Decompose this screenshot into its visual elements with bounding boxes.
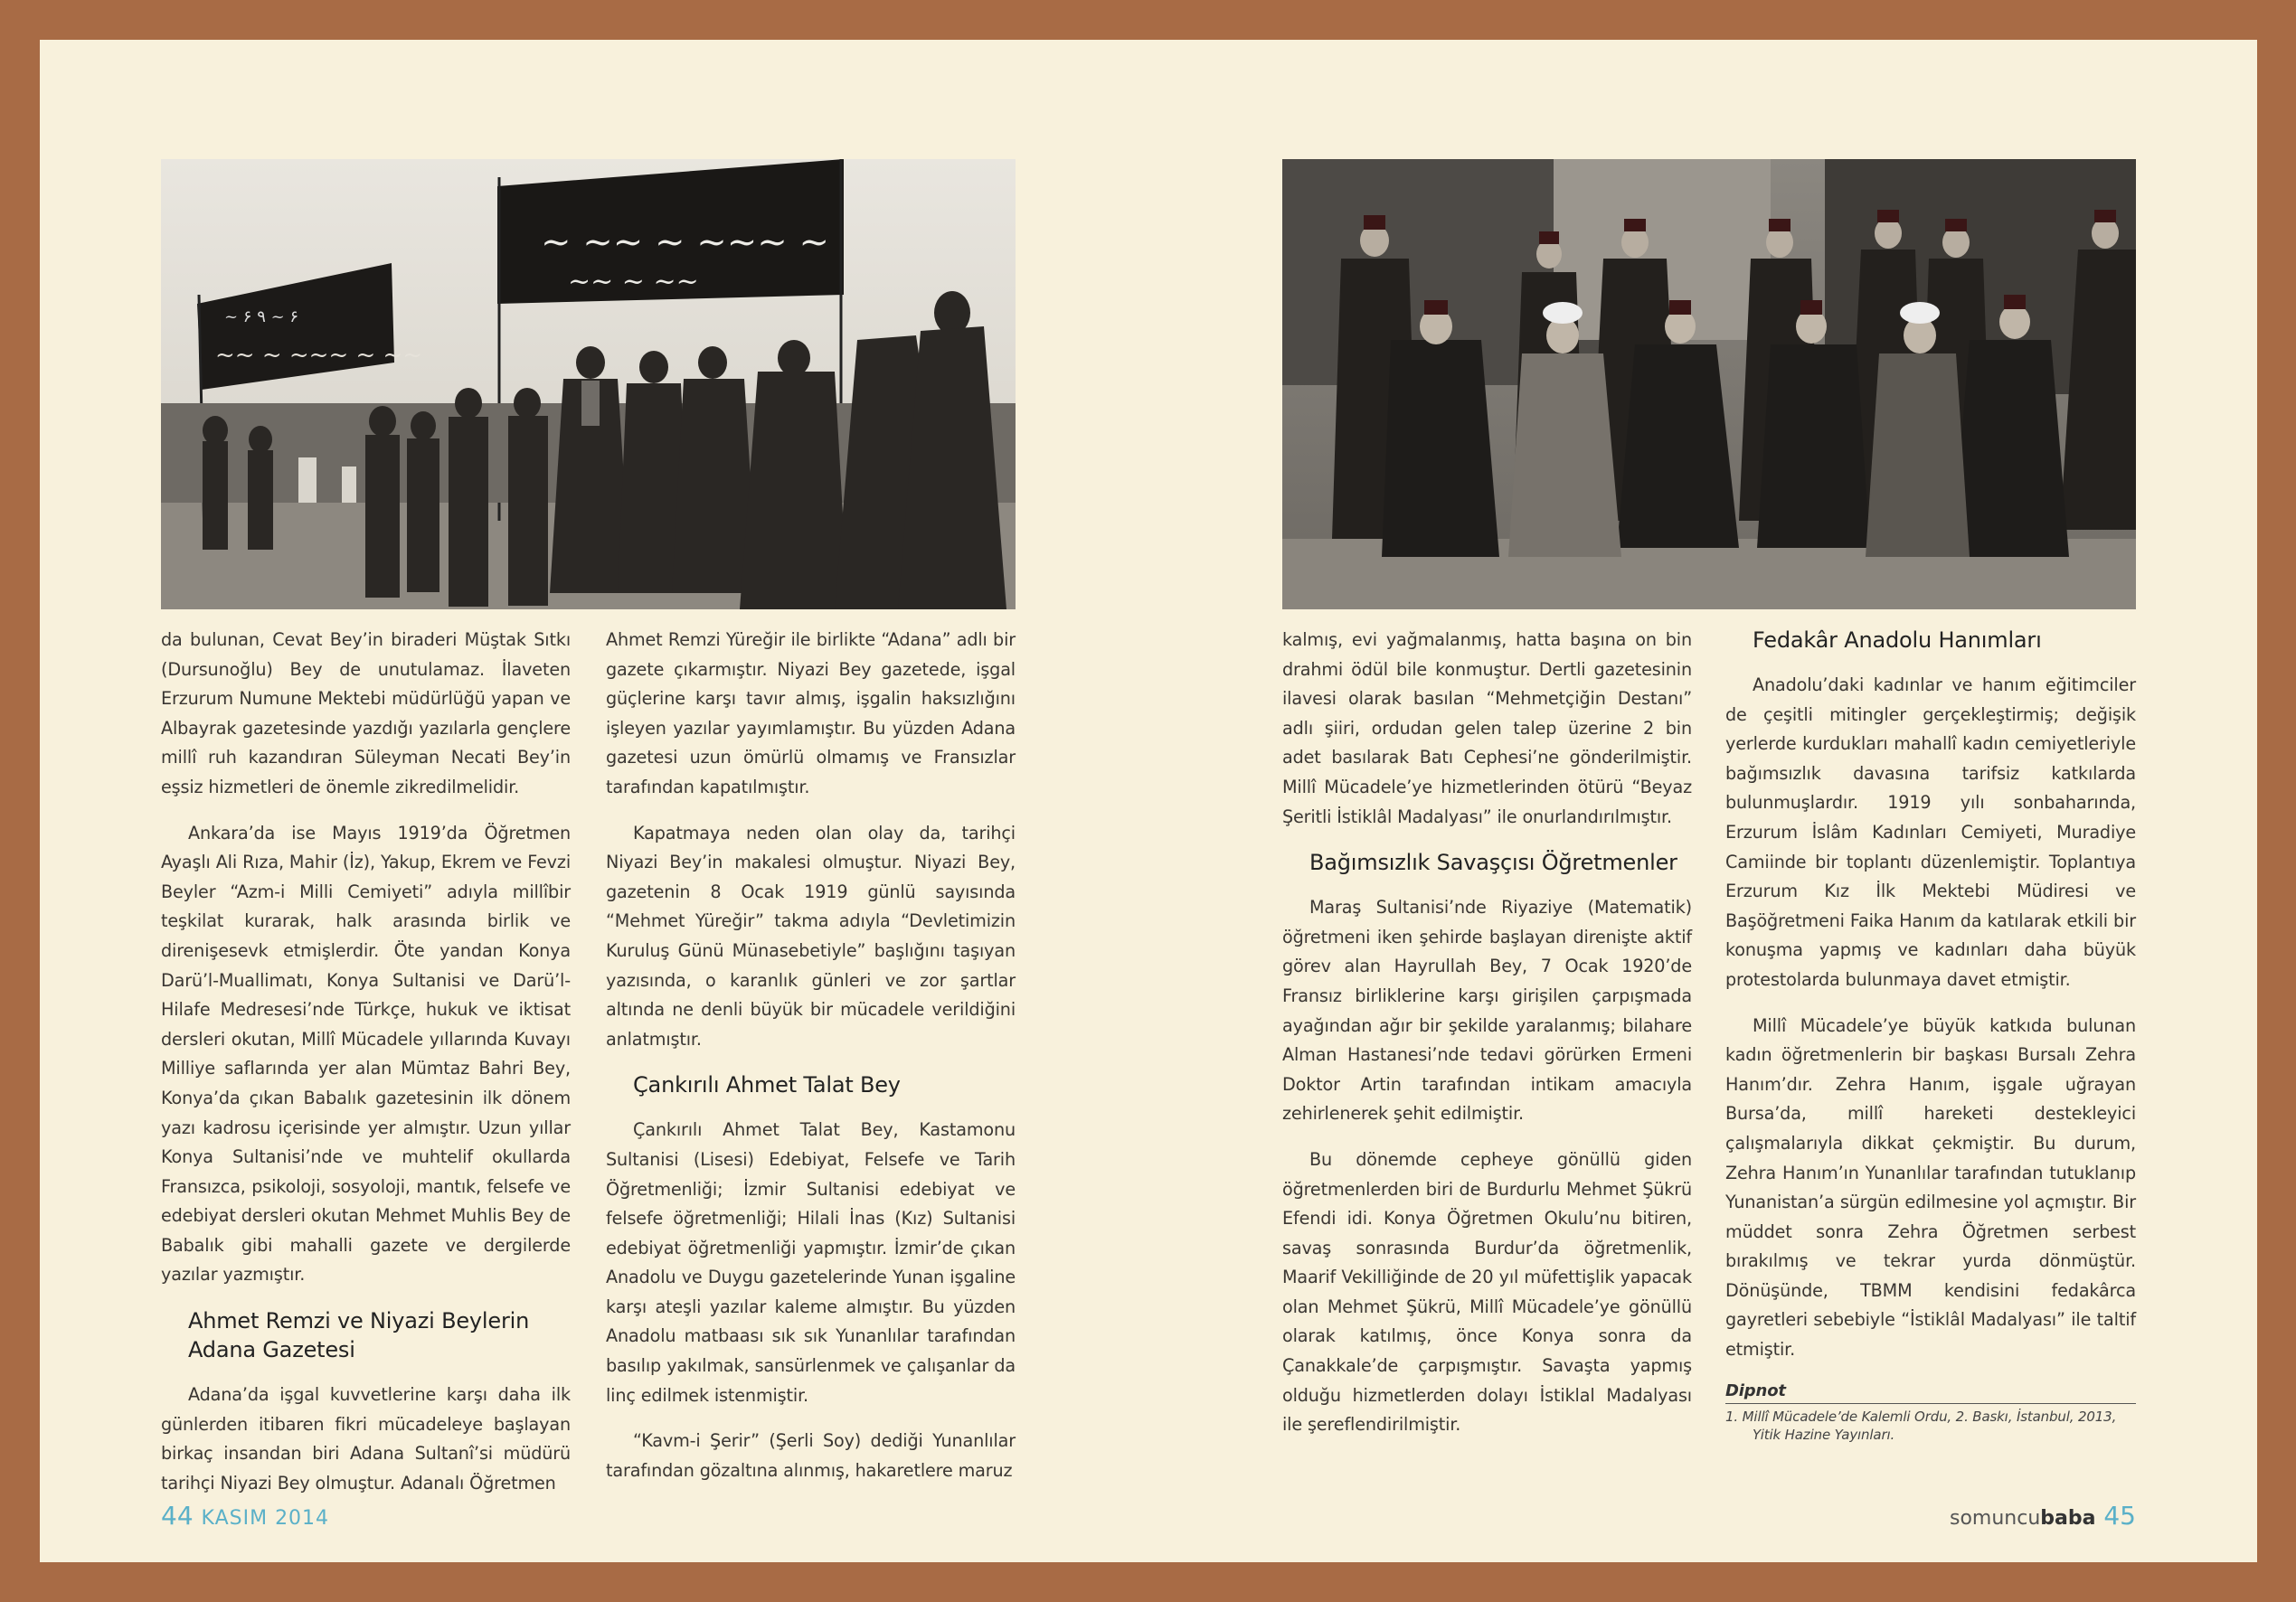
paragraph: Kapatmaya neden olan olay da, tarihçi Niyazi Bey’in makalesi olmuştur. Niyazi Bey, gazetenin 8 Ocak 1919 günlü sayısında “Mehmet Yüreğir” takma adıyla “Devletimizin Kuruluş Günü Münasebetiyle” başlığını taşıyan yazısında, o karanlık günleri ve zor şartlar altında ne denli büyük bir mücadele verildiğini anlatmıştır. xyxy=(606,822,1016,1050)
protest-photo xyxy=(161,159,1016,609)
right-folio xyxy=(1950,1501,2136,1534)
text-column-4 xyxy=(1725,626,2136,1444)
text-column-3 xyxy=(1282,626,1692,1456)
svg-text:~~ ~ ~~: ~~ ~ ~~ xyxy=(568,266,699,297)
section-heading: Ahmet Remzi ve Niyazi Beylerin Adana Gazetesi xyxy=(188,1308,530,1363)
svg-text:~ ~~ ~ ~~~ ~: ~ ~~ ~ ~~~ ~ xyxy=(541,221,829,263)
section-heading: Bağımsızlık Savaşçısı Öğretmenler xyxy=(1309,850,1677,876)
text-column-1 xyxy=(161,626,571,1514)
page-number: 45 xyxy=(2103,1501,2136,1531)
magazine-logo: somuncubaba xyxy=(1949,1507,2096,1530)
paragraph: Ahmet Remzi Yüreğir ile birlikte “Adana” adlı bir gazete çıkarmıştır. Niyazi Bey gazetede, işgal güçlerine karşı tavır almış, işgalin haksızlığını işleyen yazılar yayımlamıştır. Bu yüzden Adana gazetesi uzun ömürlü olmamış ve Fransızlar tarafından kapatılmıştır. xyxy=(606,629,1016,797)
footnote xyxy=(1725,1381,2136,1444)
footnote-title: Dipnot xyxy=(1725,1381,2136,1404)
paragraph: kalmış, evi yağmalanmış, hatta başına on bin drahmi ödül bile konmuştur. Dertli gazetesinin ilavesi olarak basılan “Mehmetçiğin Destanı” adlı şiiri, ordudan gelen talep üzerine 2 bin adet basılarak Batı Cephesi’ne gönderilmiştir. Millî Mücadele’ye hizmetlerinden ötürü “Beyaz Şeritli İstiklâl Madalyası” ile onurlandırılmıştır. xyxy=(1282,629,1692,827)
left-folio xyxy=(161,1501,329,1534)
paragraph: Ankara’da ise Mayıs 1919’da Öğretmen Ayaşlı Ali Rıza, Mahir (İz), Yakup, Ekrem ve Fevzi Beyler “Azm-i Milli Cemiyeti” adıyla millîbir teşkilat kurarak, halk arasında birlik ve direnişesevk etmişlerdir. Öte yandan Konya Darü’l-Muallimatı, Konya Sultanisi ve Darü’l-Hilafe Medresesi’nde Türkçe, hukuk ve iktisat dersleri okutan, Millî Mücadele yıllarında Kuvayı Milliye saflarında yer alan Mümtaz Bahri Bey, Konya’da çıkan Babalık gazetesinin ilk dönem yazı kadrosu içerisinde yer almıştır. Uzun yıllar Konya Sultanisi’nde ve muhtelif okullarda Fransızca, psikoloji, sosyoloji, mantık, felsefe ve edebiyat dersleri okutan Mehmet Muhlis Bey de Babalık gibi mahalli gazete ve dergilerde yazılar yazmıştır. xyxy=(161,822,571,1286)
text-column-2 xyxy=(606,626,1016,1502)
section-heading: Çankırılı Ahmet Talat Bey xyxy=(633,1072,901,1098)
paragraph: “Kavm-i Şerir” (Şerli Soy) dediği Yunanlılar tarafından gözaltına alınmış, hakaretlere maruz xyxy=(606,1430,1016,1481)
paragraph: Adana’da işgal kuvvetlerine karşı daha ilk günlerden itibaren fikri mücadeleye başlayan birkaç insandan biri Adana Sultanî’si müdürü tarihçi Niyazi Bey olmuştur. Adanalı Öğretmen xyxy=(161,1384,571,1494)
paragraph: Bu dönemde cepheye gönüllü giden öğretmenlerden biri de Burdurlu Mehmet Şükrü Efendi idi. Konya Öğretmen Okulu’nu bitiren, savaş sonrasında Burdur’da öğretmenlik, Maarif Vekilliğinde de 20 yıl müfettişlik yapacak olan Mehmet Şükrü, Millî Mücadele’ye gönüllü olarak katılmış, önce Konya sonra da Çanakkale’de çarpışmıştır. Savaşta yapmış olduğu hizmetlerden dolayı İstiklal Madalyası ile şereflendirilmiştir. xyxy=(1282,1148,1692,1436)
paragraph: Millî Mücadele’ye büyük katkıda bulunan kadın öğretmenlerin bir başkası Bursalı Zehra Hanım’dır. Zehra Hanım, işgale uğrayan Bursa’da, millî hareketi destekleyici çalışmalarıyla dikkat çekmiştir. Bu durum, Zehra Hanım’ın Yunanlılar tarafından tutuklanıp Yunanistan’a sürgün edilmesine yol açmıştır. Bir müddet sonra Zehra Öğretmen serbest bırakılmış ve tekrar yurda dönmüştür. Dönüşünde, TBMM kendisini fedakârca gayretleri sebebiyle “İstiklâl Madalyası” ile taltif etmiştir. xyxy=(1725,1014,2136,1361)
issue-date: KASIM 2014 xyxy=(201,1507,330,1530)
group-portrait-photo xyxy=(1282,159,2136,609)
svg-text:~ ۶ ۹ ~ ۶: ~ ۶ ۹ ~ ۶ xyxy=(224,307,299,326)
paragraph: da bulunan, Cevat Bey’in biraderi Müştak Sıtkı (Dursunoğlu) Bey de unutulamaz. İlaveten Erzurum Numune Mektebi müdürlüğü yapan ve Albayrak gazetesinde yazdığı yazılarla gençlere millî ruh kazandıran Süleyman Necati Bey’in eşsiz hizmetleri de önemle zikredilmelidir. xyxy=(161,629,571,797)
paragraph: Çankırılı Ahmet Talat Bey, Kastamonu Sultanisi (Lisesi) Edebiyat, Felsefe ve Tarih Öğretmenliği; İzmir Sultanisi edebiyat ve felsefe öğretmenliği; Hilali İnas (Kız) Sultanisi edebiyat öğretmenliği yapmıştır. İzmir’de çıkan Anadolu ve Duygu gazetelerinde Yunan işgaline karşı ateşli yazılar kaleme almıştır. Bu yüzden Anadolu matbaası sık sık Yunanlılar tarafından basılıp yakılmak, sansürlenmek ve çalışanlar da linç edilmek istenmiştir. xyxy=(606,1119,1016,1406)
paragraph: Maraş Sultanisi’nde Riyaziye (Matematik) öğretmeni iken şehirde başlayan direnişte aktif görev alan Hayrullah Bey, 7 Ocak 1920’de Fransız birliklerine karşı girişilen çarpışmada ayağından ağır bir şekilde yaralanmış; bilahare Alman Hastanesi’nde tedavi görürken Ermeni Doktor Artin tarafından intikam amacıyla zehirlenerek şehit edilmiştir. xyxy=(1282,897,1692,1125)
svg-text:~~ ~ ~~~ ~ ~~: ~~ ~ ~~~ ~ ~~ xyxy=(215,342,423,369)
paragraph: Anadolu’daki kadınlar ve hanım eğitimciler de çeşitli mitingler gerçekleştirmiş; değişik yerlerde kurdukları mahallî kadın cemiyetleriyle bağımsızlık davasına tarifsiz katkılarda bulunmuşlardır. 1919 yılı sonbaharında, Erzurum İslâm Kadınları Cemiyeti, Muradiye Camiinde bir toplantı düzenlemiştir. Toplantıya Erzurum Kız İlk Mektebi Müdiresi ve Başöğretmeni Faika Hanım da katılarak etkili bir konuşma yapmış ve kadınları daha büyük protestolarda bulunmaya davet etmiştir. xyxy=(1725,674,2136,990)
section-heading: Fedakâr Anadolu Hanımları xyxy=(1753,627,2042,653)
page-number: 44 xyxy=(161,1501,194,1531)
footnote-text: 1. Millî Mücadele’de Kalemli Ordu, 2. Baskı, İstanbul, 2013, Yitik Hazine Yayınları. xyxy=(1725,1408,2117,1443)
